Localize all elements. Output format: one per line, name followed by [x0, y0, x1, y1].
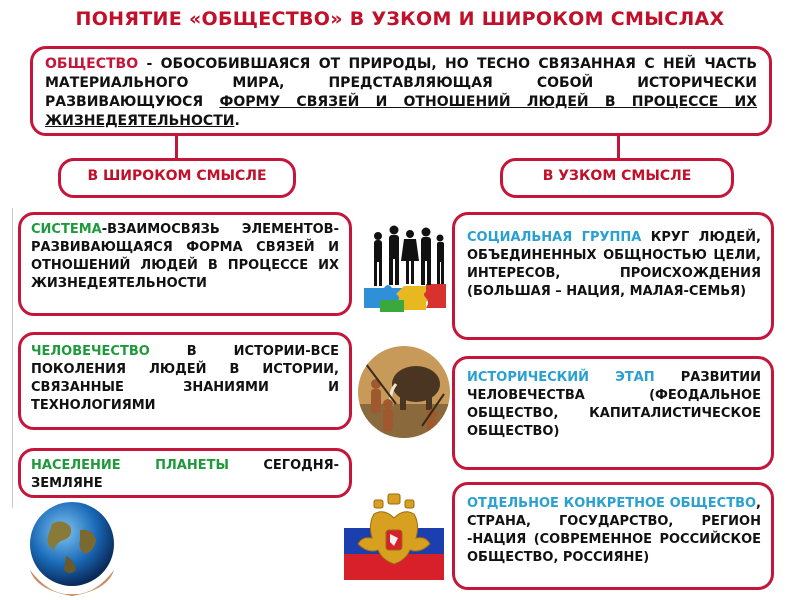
globe-in-hands-image — [22, 500, 122, 596]
primitive-hunters-image — [356, 344, 452, 440]
narrow-item-term: СОЦИАЛЬНАЯ ГРУППА — [467, 230, 642, 245]
silhouettes-on-puzzle-image — [360, 222, 452, 314]
narrow-item-term: ИСТОРИЧЕСКИЙ ЭТАП — [467, 370, 655, 385]
definition-term: ОБЩЕСТВО — [45, 56, 139, 72]
narrow-item-concrete-society — [452, 482, 774, 590]
broad-item-term: НАСЕЛЕНИЕ ПЛАНЕТЫ — [31, 458, 229, 473]
narrow-item-historical-stage — [452, 356, 774, 470]
broad-item-term: ЧЕЛОВЕЧЕСТВО — [31, 344, 150, 359]
broad-heading-box — [58, 158, 296, 198]
connector-left-vertical — [175, 136, 178, 158]
page-title: ПОНЯТИЕ «ОБЩЕСТВО» В УЗКОМ И ШИРОКОМ СМЫСЛАХ — [75, 8, 725, 30]
narrow-heading-box — [500, 158, 734, 198]
russian-coat-of-arms-image — [344, 488, 444, 588]
narrow-item-term: ОТДЕЛЬНОЕ КОНКРЕТНОЕ ОБЩЕСТВО — [467, 496, 757, 511]
broad-item-text: СЕГОДНЯ-ЗЕМЛЯНЕ — [31, 458, 339, 491]
broad-item-text: В ИСТОРИИ-ВСЕ ПОКОЛЕНИЯ ЛЮДЕЙ В ИСТОРИИ, СВЯЗАННЫЕ ЗНАНИЯМИ И ТЕХНОЛОГИЯМИ — [31, 344, 339, 413]
broad-item-system — [18, 212, 352, 316]
definition-end: . — [234, 113, 240, 129]
left-side-line — [12, 208, 13, 508]
narrow-item-text: КРУГ ЛЮДЕЙ, ОБЪЕДИНЕННЫХ ОБЩНОСТЬЮ ЦЕЛИ, ИНТЕРЕСОВ, ПРОИСХОЖДЕНИЯ (БОЛЬШАЯ – НАЦИЯ, МАЛАЯ-СЕМЬЯ) — [467, 230, 761, 299]
narrow-item-social-group — [452, 212, 774, 340]
narrow-item-text: РАЗВИТИИ ЧЕЛОВЕЧЕСТВА (ФЕОДАЛЬНОЕ ОБЩЕСТВО, КАПИТАЛИСТИЧЕСКОЕ ОБЩЕСТВО) — [467, 370, 761, 439]
definition-box — [30, 46, 772, 136]
narrow-item-text: , СТРАНА, ГОСУДАРСТВО, РЕГИОН -НАЦИЯ (СОВРЕМЕННОЕ РОССИЙСКОЕ ОБЩЕСТВО, РОССИЯНЕ) — [467, 496, 761, 565]
broad-item-term: СИСТЕМА — [31, 222, 102, 237]
definition-underlined: ФОРМУ СВЯЗЕЙ И ОТНОШЕНИЙ ЛЮДЕЙ В ПРОЦЕССЕ ИХ ЖИЗНЕДЕЯТЕЛЬНОСТИ — [45, 94, 758, 129]
definition-text: - ОБОСОБИВШАЯСЯ ОТ ПРИРОДЫ, НО ТЕСНО СВЯЗАННАЯ С НЕЙ ЧАСТЬ МАТЕРИАЛЬНОГО МИРА, ПРЕДСТАВЛЯЮЩАЯ СОБОЙ ИСТОРИЧЕСКИ РАЗВИВАЮЩУЮСЯ — [45, 56, 757, 110]
broad-item-text: -ВЗАИМОСВЯЗЬ ЭЛЕМЕНТОВ- РАЗВИВАЮЩАЯСЯ ФОРМА СВЯЗЕЙ И ОТНОШЕНИЙ ЛЮДЕЙ В ПРОЦЕССЕ ИХ ЖИЗНЕДЕЯТЕЛЬНОСТИ — [31, 222, 339, 291]
narrow-heading: В УЗКОМ СМЫСЛЕ — [542, 168, 692, 184]
connector-right-vertical — [617, 136, 620, 158]
broad-heading: В ШИРОКОМ СМЫСЛЕ — [87, 168, 267, 184]
broad-item-population — [18, 448, 352, 498]
broad-item-humanity — [18, 332, 352, 430]
